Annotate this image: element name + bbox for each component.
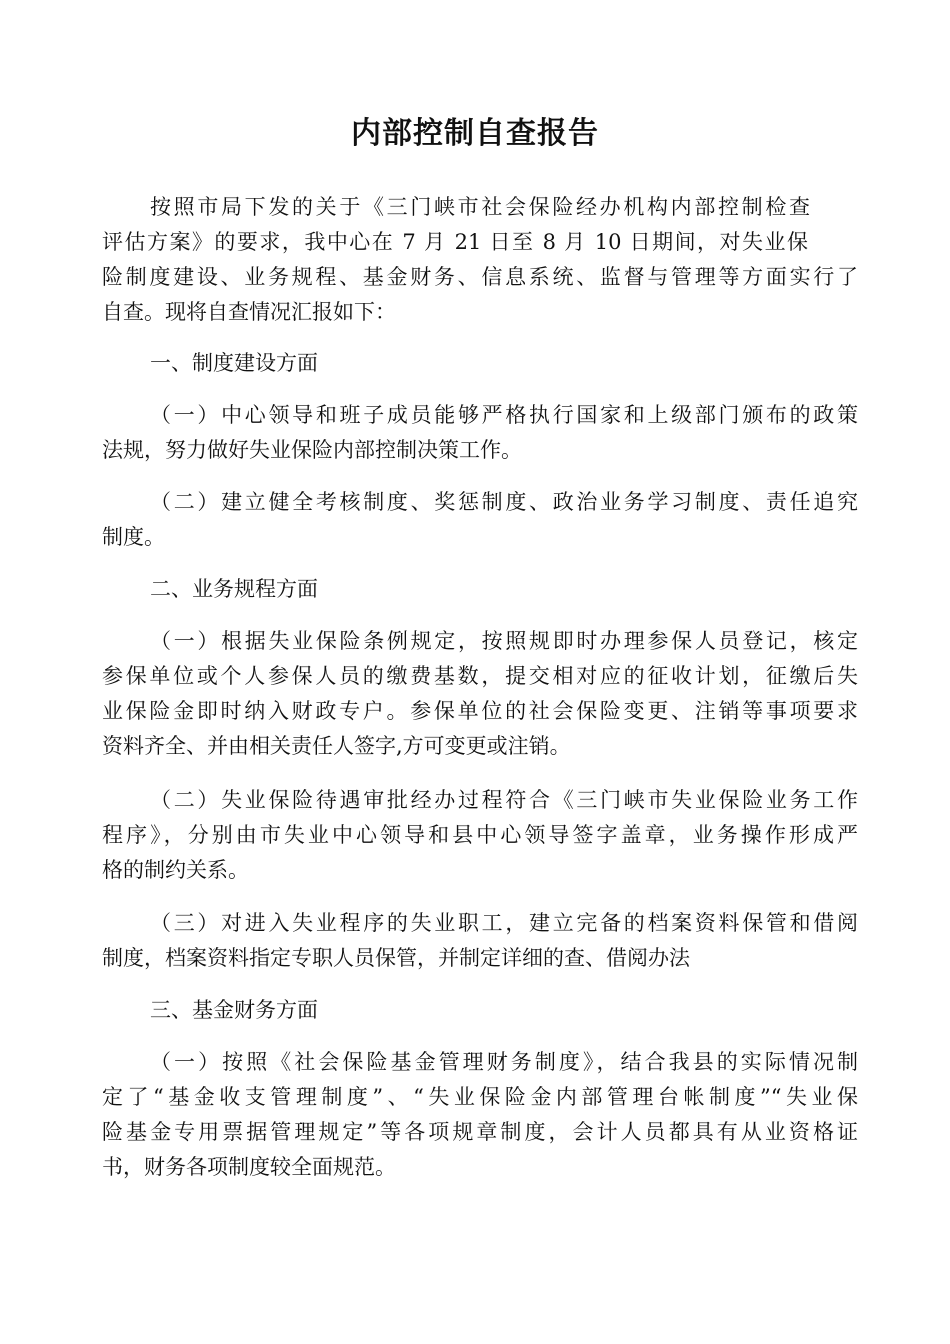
text-line: 险基金专用票据管理规定”等各项规章制度，会计人员都具有从业资格证 <box>102 1120 858 1144</box>
text-line: （二）建立健全考核制度、奖惩制度、政治业务学习制度、责任追究 <box>150 490 858 514</box>
document-title: 内部控制自查报告 <box>351 116 599 151</box>
section-heading: 二、业务规程方面 <box>150 577 318 601</box>
text-line: 法规，努力做好失业保险内部控制决策工作。 <box>102 438 522 462</box>
text-line: （二）失业保险待遇审批经办过程符合《三门峡市失业保险业务工作 <box>150 788 858 812</box>
text-line: 自查。现将自查情况汇报如下： <box>102 300 396 324</box>
text-line: 资料齐全、并由相关责任人签字,方可变更或注销。 <box>102 734 571 758</box>
text-line: 格的制约关系。 <box>102 858 249 882</box>
text-line: （一）中心领导和班子成员能够严格执行国家和上级部门颁布的政策 <box>150 403 858 427</box>
text-line: 参保单位或个人参保人员的缴费基数，提交相对应的征收计划，征缴后失 <box>102 664 858 688</box>
text-line: 程序》，分别由市失业中心领导和县中心领导签字盖章，业务操作形成严 <box>102 823 858 847</box>
text-line: （一）按照《社会保险基金管理财务制度》，结合我县的实际情况制 <box>150 1050 858 1074</box>
section-heading: 一、制度建设方面 <box>150 351 318 375</box>
text-line: 书，财务各项制度较全面规范。 <box>102 1155 396 1179</box>
text-line: 按照市局下发的关于《三门峡市社会保险经办机构内部控制检查 <box>150 195 810 219</box>
text-line: （一）根据失业保险条例规定，按照规即时办理参保人员登记，核定 <box>150 629 858 653</box>
text-line: 制度，档案资料指定专职人员保管，并制定详细的查、借阅办法 <box>102 946 690 970</box>
text-line: 险制度建设、业务规程、基金财务、信息系统、监督与管理等方面实行了 <box>102 265 858 289</box>
text-line: 制度。 <box>102 525 165 549</box>
text-line: 评估方案》的要求，我中心在 7 月 21 日至 8 月 10 日期间，对失业保 <box>102 230 808 254</box>
text-line: 业保险金即时纳入财政专户。参保单位的社会保险变更、注销等事项要求 <box>102 699 858 723</box>
section-heading: 三、基金财务方面 <box>150 998 318 1022</box>
text-line: （三）对进入失业程序的失业职工，建立完备的档案资料保管和借阅 <box>150 911 858 935</box>
text-line: 定了“基金收支管理制度”、“失业保险金内部管理台帐制度”“失业保 <box>102 1085 858 1109</box>
